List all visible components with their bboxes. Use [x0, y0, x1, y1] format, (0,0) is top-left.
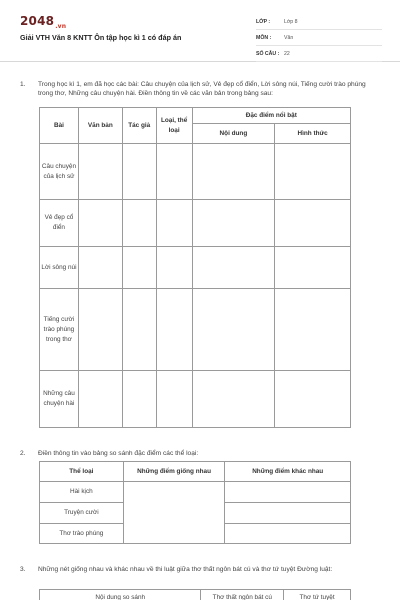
meta-info — [256, 14, 382, 62]
empty-cell[interactable] — [78, 200, 122, 247]
empty-cell[interactable] — [275, 289, 351, 371]
row-label: Tiếng cười trào phúng trong thơ — [40, 289, 79, 371]
header-khac-nhau: Những điểm khác nhau — [225, 462, 351, 482]
header-that-ngon: Thơ thất ngôn bát cú — [201, 590, 284, 600]
question-text: Điền thông tin vào bảng so sánh đặc điểm các thể loại: — [38, 450, 199, 457]
empty-cell[interactable] — [275, 371, 351, 428]
meta-row-class — [256, 14, 382, 30]
header-bai: Bài — [40, 108, 79, 144]
header-tu-tuyet: Thơ tứ tuyệt — [284, 590, 351, 600]
row-label: Truyện cười — [40, 503, 124, 524]
meta-row-subject — [256, 30, 382, 46]
empty-cell[interactable] — [192, 371, 275, 428]
header-van-ban: Văn bản — [78, 108, 122, 144]
meta-value: Văn — [284, 34, 294, 41]
empty-cell[interactable] — [122, 247, 156, 289]
meta-row-count — [256, 46, 382, 62]
header-giong-nhau: Những điểm giống nhau — [123, 462, 225, 482]
empty-cell[interactable] — [225, 482, 351, 503]
empty-cell[interactable] — [122, 289, 156, 371]
empty-cell[interactable] — [225, 503, 351, 524]
header-tac-gia: Tác giả — [122, 108, 156, 144]
row-label: Những câu chuyện hài — [40, 371, 79, 428]
meta-value: Lớp 8 — [284, 18, 298, 25]
empty-cell[interactable] — [192, 289, 275, 371]
meta-value: 22 — [284, 50, 290, 57]
empty-cell[interactable] — [78, 289, 122, 371]
empty-cell[interactable] — [275, 247, 351, 289]
empty-cell[interactable] — [122, 200, 156, 247]
poetry-compare-table — [39, 589, 351, 600]
table-row — [40, 247, 351, 289]
empty-cell[interactable] — [275, 144, 351, 200]
row-label: Thơ trào phúng — [40, 524, 124, 544]
question-3 — [20, 565, 380, 574]
header-loai-the-loai: Loại, thể loại — [156, 108, 192, 144]
question-text: Những nét giống nhau và khác nhau về thi luật giữa thơ thất ngôn bát cú và thơ tứ tuyệt Đường luật: — [38, 566, 333, 573]
empty-cell[interactable] — [192, 247, 275, 289]
table-row — [40, 371, 351, 428]
table-row — [40, 200, 351, 247]
empty-cell[interactable] — [78, 247, 122, 289]
empty-cell[interactable] — [156, 247, 192, 289]
empty-cell[interactable] — [78, 371, 122, 428]
table-row — [40, 482, 351, 503]
empty-cell[interactable] — [122, 371, 156, 428]
question-text: Trong học kì 1, em đã học các bài: Câu chuyện của lịch sử, Vẻ đẹp cổ điển, Lời sông núi, Tiếng cười trào phúng trong thơ, Những câu chuyện hài. Điền thông tin về các văn bản trong bảng sau: — [38, 81, 366, 97]
header-noi-dung: Nội dung — [192, 124, 275, 144]
header-noi-dung-so-sanh: Nội dung so sánh — [40, 590, 201, 600]
question-number: 1. — [20, 81, 26, 88]
header-the-loai: Thể loại — [40, 462, 124, 482]
question-2 — [20, 449, 380, 458]
empty-cell[interactable] — [156, 289, 192, 371]
genre-compare-table — [39, 461, 351, 544]
page-header — [0, 0, 400, 62]
table-row — [40, 144, 351, 200]
header-dac-diem: Đặc điểm nổi bật — [192, 108, 350, 124]
row-label: Vẻ đẹp cổ điển — [40, 200, 79, 247]
header-hinh-thuc: Hình thức — [275, 124, 351, 144]
empty-cell[interactable] — [225, 524, 351, 544]
question-number: 2. — [20, 450, 26, 457]
row-label: Hài kịch — [40, 482, 124, 503]
empty-cell[interactable] — [156, 144, 192, 200]
meta-key: SỐ CÂU : — [256, 50, 280, 57]
empty-cell[interactable] — [275, 200, 351, 247]
logo-main: 2048 — [20, 14, 55, 28]
empty-cell[interactable] — [78, 144, 122, 200]
meta-key: MÔN : — [256, 34, 272, 41]
empty-cell[interactable] — [156, 371, 192, 428]
question-1 — [20, 80, 380, 98]
empty-cell[interactable] — [192, 200, 275, 247]
texts-table — [39, 107, 351, 428]
empty-cell[interactable] — [156, 200, 192, 247]
empty-cell[interactable] — [192, 144, 275, 200]
meta-key: LỚP : — [256, 18, 271, 25]
logo-sub: .vn — [55, 23, 67, 31]
row-label: Câu chuyện của lịch sử — [40, 144, 79, 200]
table-row — [40, 289, 351, 371]
empty-cell[interactable] — [123, 482, 225, 544]
row-label: Lời sông núi — [40, 247, 79, 289]
document-title: Giải VTH Văn 8 KNTT Ôn tập học kì 1 có đáp án — [20, 33, 182, 42]
site-logo[interactable] — [20, 14, 66, 30]
empty-cell[interactable] — [122, 144, 156, 200]
question-number: 3. — [20, 566, 26, 573]
